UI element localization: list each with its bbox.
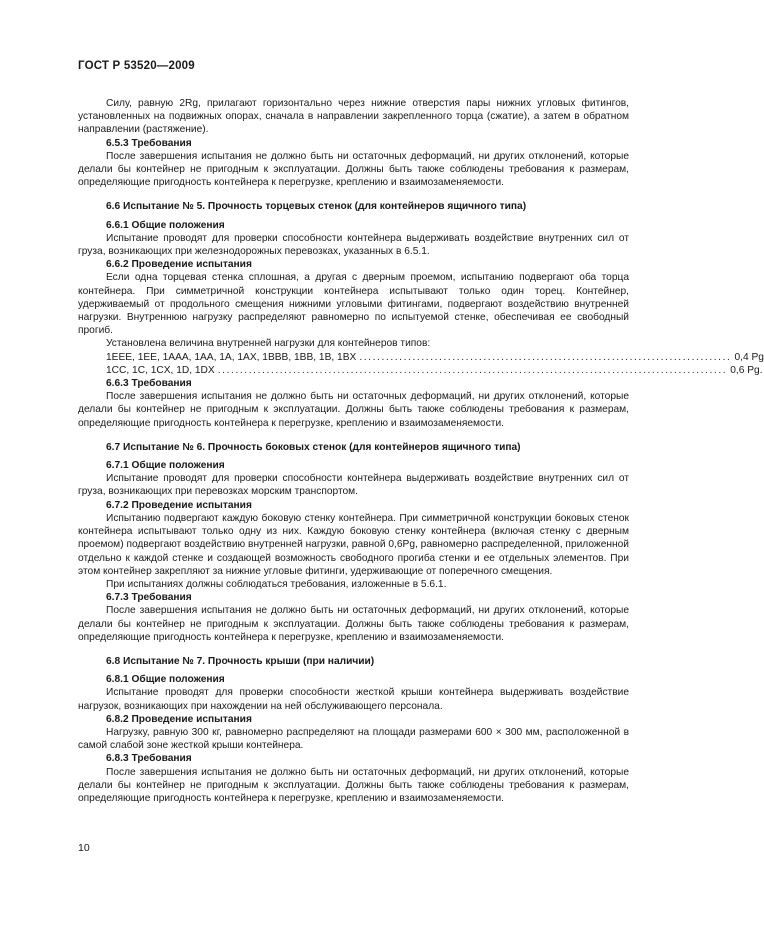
paragraph: После завершения испытания не должно быть ни остаточных деформаций, ни других отклонений, которые делали бы контейнер не пригодным к эксплуатации. Должны быть также соблюдены требования к размерам, определяющие пригодность контейнера к перегрузке, креплению и взаимозаменяемости.: [78, 150, 629, 189]
subsection-heading: 6.8.1 Общие положения: [106, 674, 225, 686]
paragraph: После завершения испытания не должно быть ни остаточных деформаций, ни других отклонений, которые делали бы контейнер не пригодным к эксплуатации. Должны быть также соблюдены требования к размерам, определяющие пригодность контейнера к перегрузке, креплению и взаимозаменяемости.: [78, 391, 629, 429]
subsection-heading: 6.6.3 Требования: [106, 378, 192, 390]
paragraph: Испытание проводят для проверки способности жесткой крыши контейнера выдерживать воздействие нагрузок, возникающих при нахождении на ней обслуживающего персонала.: [78, 687, 629, 712]
subsection-heading: 6.7.3 Требования: [106, 592, 192, 604]
paragraph: После завершения испытания не должно быть ни остаточных деформаций, ни других отклонений, которые делали бы контейнер не пригодным к эксплуатации. Должны быть также соблюдены требования к размерам, определяющие пригодность контейнера к перегрузке, креплению и взаимозаменяемости.: [78, 766, 629, 804]
paragraph: Испытание проводят для проверки способности контейнера выдерживать воздействие внутренних сил от груза, возникающих при железнодорожных перевозках, указанных в 6.5.1.: [78, 232, 629, 258]
page-number: 10: [78, 842, 90, 854]
paragraph: Испытанию подвергают каждую боковую стенку контейнера. При симметричной конструкции боковых стенок контейнера испытывают только одну из них. Каждую боковую стенку контейнера (включая стенку с дверным проемом) подвергают воздействию внутренней нагрузки, равной 0,6Pg, равномерно распределенной, приложенной отдельно к каждой стенке и создающей возможность свободного прогиба стенки и ее отдельных элементов. При этом контейнер закрепляют за нижние угловые фитинги, удерживающие от поперечного смещения.: [78, 512, 629, 577]
leader-dots: ...................................................................................................................: [217, 364, 728, 376]
load-table-row: [78, 351, 764, 364]
paragraph: Если одна торцевая стенка сплошная, а другая с дверным проемом, испытанию подвергают оба торца контейнера. При симметричной конструкции контейнера испытывают только один торец. Контейнер, удерживаемый от продольного смещения нижними угловыми фитингами, подвергают воздействию внутренней нагрузки. Внутреннюю нагрузку распределяют равномерно по испытуемой стенке, обеспечивая ее свободный прогиб.: [78, 272, 629, 337]
subsection-heading: 6.5.3 Требования: [106, 137, 192, 149]
paragraph: Испытание проводят для проверки способности контейнера выдерживать воздействие внутренних сил от груза, возникающих при перевозках морским транспортом.: [78, 473, 629, 498]
section-heading: 6.6 Испытание № 5. Прочность торцевых стенок (для контейнеров ящичного типа): [106, 201, 527, 213]
subsection-heading: 6.6.1 Общие положения: [106, 219, 225, 231]
paragraph: Нагрузку, равную 300 кг, равномерно распределяют на площади размерами 600 × 300 мм, расположенной в самой слабой зоне жесткой крыши контейнера.: [78, 726, 629, 752]
paragraph: Силу, равную 2Rg, прилагают горизонтально через нижние отверстия пары нижних угловых фитингов, установленных на подвижных опорах, сначала в направлении закрепленного торца (сжатие), а затем в обратном направлении (растяжение).: [78, 98, 629, 136]
load-table-row: [78, 364, 763, 377]
subsection-heading: 6.8.2 Проведение испытания: [106, 713, 252, 725]
subsection-heading: 6.6.2 Проведение испытания: [106, 259, 252, 271]
load-value: 0,4 Pg: [734, 351, 764, 363]
leader-dots: ....................................................................................: [359, 351, 732, 363]
paragraph: Установлена величина внутренней нагрузки для контейнеров типов:: [106, 338, 431, 350]
container-type-codes: 1CC, 1C, 1CX, 1D, 1DX: [106, 364, 215, 376]
section-heading: 6.8 Испытание № 7. Прочность крыши (при наличии): [106, 655, 375, 667]
document-header: ГОСТ Р 53520—2009: [78, 60, 195, 72]
container-type-codes: 1EEE, 1EE, 1AAA, 1AA, 1A, 1AX, 1BBB, 1BB, 1B, 1BX: [106, 351, 357, 363]
subsection-heading: 6.7.2 Проведение испытания: [106, 499, 252, 511]
section-heading: 6.7 Испытание № 6. Прочность боковых стенок (для контейнеров ящичного типа): [106, 441, 521, 453]
paragraph: При испытаниях должны соблюдаться требования, изложенные в 5.6.1.: [106, 578, 447, 590]
load-value: 0,6 Pg.: [730, 364, 763, 376]
document-body: [78, 97, 764, 805]
paragraph: После завершения испытания не должно быть ни остаточных деформаций, ни других отклонений, которые делали бы контейнер не пригодным к эксплуатации. Должны быть также соблюдены требования к размерам, определяющие пригодность контейнера к перегрузке, креплению и взаимозаменяемости.: [78, 605, 629, 643]
subsection-heading: 6.7.1 Общие положения: [106, 460, 225, 472]
subsection-heading: 6.8.3 Требования: [106, 753, 192, 765]
